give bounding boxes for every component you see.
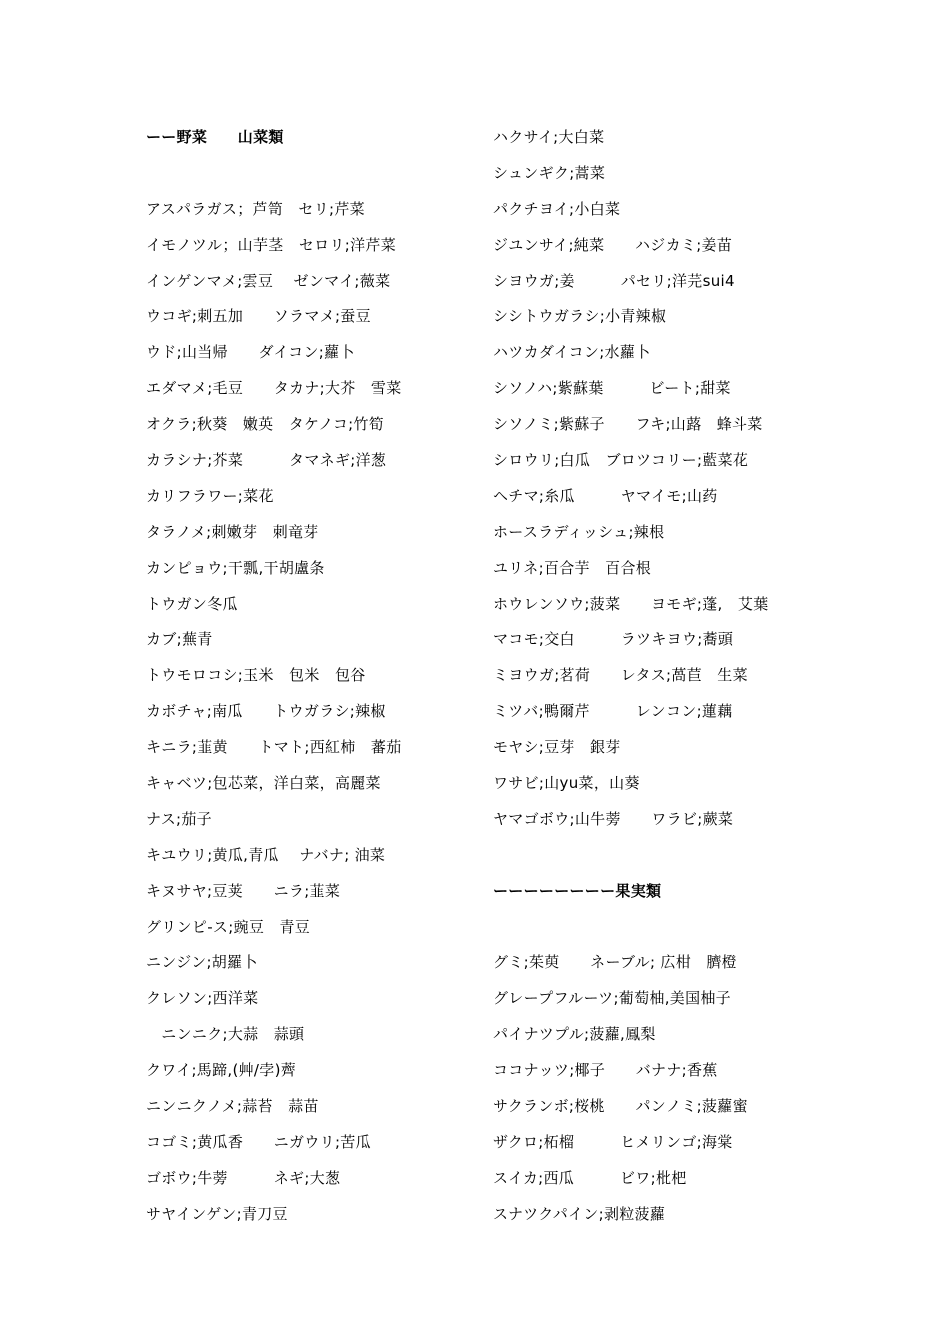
vocab-line: ココナッツ;椰子 バナナ;香蕉 — [493, 1061, 718, 1080]
vocab-line: ユリネ;百合芋 百合根 — [493, 558, 652, 577]
vocab-line: グリンピ-ス;豌豆 青豆 — [146, 917, 311, 936]
vocab-line: ニンニク;大蒜 蒜頭 — [146, 1025, 305, 1044]
vocab-line: パクチヨイ;小白菜 — [493, 199, 621, 218]
vocab-line: カボチャ;南瓜 トウガラシ;辣椒 — [146, 702, 386, 721]
vocab-line: グレープフルーツ;葡萄柚,美国柚子 — [493, 989, 731, 1008]
left-column — [146, 126, 476, 1239]
vocab-line: カリフラワー;菜花 — [146, 486, 274, 505]
vocab-line: カブ;蕪青 — [146, 630, 213, 649]
vocab-line: キヌサヤ;豆荚 ニラ;韮菜 — [146, 881, 341, 900]
vocab-line: サヤインゲン;青刀豆 — [146, 1204, 288, 1223]
vocab-line: クレソン;西洋菜 — [146, 989, 259, 1008]
vocab-line: イモノツル；山芋茎 セロリ;洋芹菜 — [146, 235, 397, 254]
vocab-line: ナス;茄子 — [146, 809, 212, 828]
blank-line — [493, 844, 823, 880]
vocab-line: ザクロ;柘榴 ヒメリンゴ;海棠 — [493, 1132, 733, 1151]
vocab-line: ワサビ;山yu菜，山葵 — [493, 774, 640, 793]
vocab-line: パイナツプル;菠蘿,鳳梨 — [493, 1025, 656, 1044]
vocab-line: グミ;茱萸 ネーブル; 広柑 臍橙 — [493, 953, 737, 972]
vocab-line: ジユンサイ;純菜 ハジカミ;姜苗 — [493, 235, 733, 254]
blank-line — [493, 916, 823, 952]
vocab-line: シシトウガラシ;小青辣椒 — [493, 307, 667, 326]
vocab-line: エダマメ;毛豆 タカナ;大芥 雪菜 — [146, 379, 402, 398]
vocab-line: コゴミ;黄瓜香 ニガウリ;苦瓜 — [146, 1132, 371, 1151]
vocab-line: ウド;山当帰 ダイコン;蘿卜 — [146, 343, 355, 362]
vocab-line: サクランボ;桜桃 パンノミ;菠蘿蜜 — [493, 1097, 748, 1116]
vocab-line: ハツカダイコン;水蘿卜 — [493, 343, 651, 362]
vocab-line: アスパラガス；芦笥 セリ;芹菜 — [146, 199, 365, 218]
vocab-line: ヘチマ;糸瓜 ヤマイモ;山药 — [493, 486, 718, 505]
vocab-line: ハクサイ;大白菜 — [493, 128, 605, 146]
vocab-line: ミヨウガ;茗荷 レタス;萵苣 生菜 — [493, 666, 748, 685]
vocab-line: トウモロコシ;玉米 包米 包谷 — [146, 666, 366, 685]
vocab-line: マコモ;交白 ラツキヨウ;蕎頭 — [493, 630, 734, 649]
vocab-line: ゴボウ;牛蒡 ネギ;大葱 — [146, 1168, 341, 1187]
vocab-line: モヤシ;豆芽 銀芽 — [493, 738, 621, 757]
vocab-line: トウガン冬瓜 — [146, 594, 238, 613]
vocab-line: シュンギク;蒿菜 — [493, 163, 606, 182]
vocab-line: シソノミ;紫蘇子 フキ;山蕗 蜂斗菜 — [493, 415, 763, 434]
vocab-line: シソノハ;紫蘇葉 ビート;甜菜 — [493, 379, 731, 398]
vocab-line: ミツバ;鴨爾芹 レンコン;蓮藕 — [493, 702, 733, 721]
vocab-line: キユウリ;黄瓜,青瓜 ナバナ; 油菜 — [146, 845, 386, 864]
vocab-line: キニラ;韮黄 トマト;西紅柿 蕃茄 — [146, 738, 402, 757]
vocab-line: タラノメ;刺嫩芽 刺竜芽 — [146, 522, 319, 541]
vocab-line: ホウレンソウ;菠菜 ヨモギ;蓬, 艾葉 — [493, 594, 769, 613]
blank-line — [146, 162, 476, 198]
vocab-line: インゲンマメ;雲豆 ゼンマイ;薇菜 — [146, 271, 391, 290]
vocab-line: ニンニクノメ;蒜苔 蒜苗 — [146, 1097, 319, 1116]
vocab-line: オクラ;秋葵 嫩英 タケノコ;竹筍 — [146, 415, 385, 434]
vocab-line: クワイ;馬蹄,(艸/孛)薺 — [146, 1061, 297, 1080]
vocab-line: スナツクパイン;剥粒菠蘿 — [493, 1204, 666, 1223]
vocab-line: キャベツ;包芯菜，洋白菜，高麗菜 — [146, 774, 381, 793]
vocab-line: ニンジン;胡羅卜 — [146, 953, 258, 972]
vocab-line: シロウリ;白瓜 ブロツコリー;藍菜花 — [493, 451, 749, 470]
vocab-line: スイカ;西瓜 ビワ;枇杷 — [493, 1168, 687, 1187]
vocab-line: シヨウガ;姜 パセリ;洋芫sui4 — [493, 271, 735, 290]
section-heading: ーー野菜 山菜類 — [146, 128, 284, 146]
vocab-line: カラシナ;芥菜 タマネギ;洋葱 — [146, 451, 387, 470]
right-column — [493, 126, 823, 1239]
vocab-line: カンピョウ;干瓢,干胡盧条 — [146, 558, 325, 577]
vocab-line: ホースラディッシュ;辣根 — [493, 522, 665, 541]
vocab-line: ヤマゴボウ;山牛蒡 ワラビ;蕨菜 — [493, 809, 734, 828]
vocab-line: ウコギ;刺五加 ソラマメ;蚕豆 — [146, 307, 371, 326]
section-heading: ーーーーーーーー果実類 — [493, 881, 662, 900]
